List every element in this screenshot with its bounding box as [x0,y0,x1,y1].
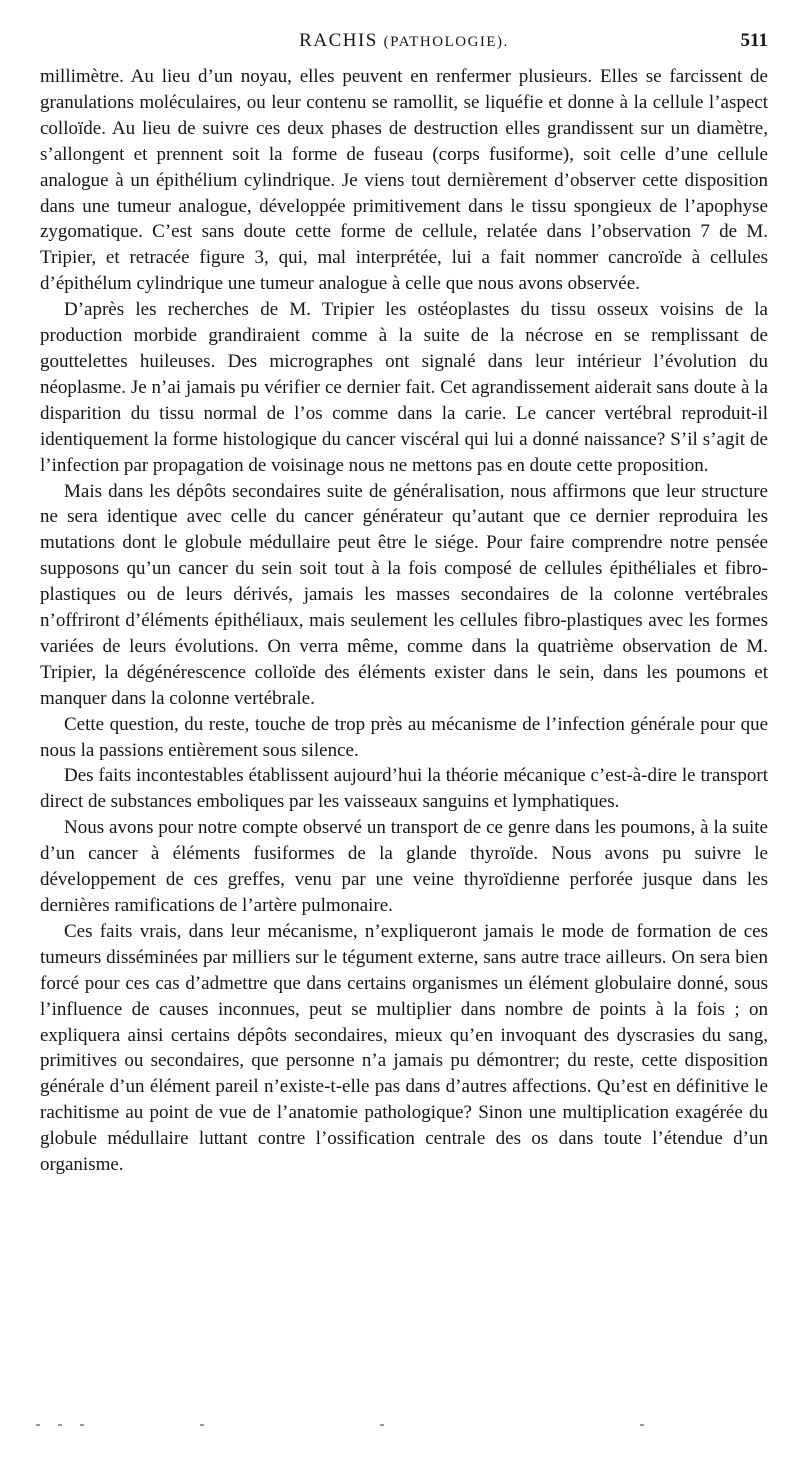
header-subtitle: (PATHOLOGIE). [383,34,509,50]
running-header [40,30,768,58]
header-title: RACHIS [299,30,378,51]
page-number: 511 [740,30,768,51]
paragraph: Mais dans les dépôts secondaires suite de généralisation, nous affirmons que leur structure ne sera identique avec celle du cancer générateur qu’autant que ce dernier reproduira les mutations dont le globule médullaire peut être le siége. Pour faire comprendre notre pensée supposons qu’un cancer du sein soit tout à la fois composé de cellules épithéliales et fibro-plastiques ou de leurs dérivés, jamais les masses secondaires de la colonne vertébrales n’offriront d’éléments épithéliaux, mais seulement les cellules fibro-plastiques avec les formes variées de leurs évolutions. On verra même, comme dans la quatrième observation de M. Tripier, la dégénérescence colloïde des éléments exister dans le sein, dans les poumons et manquer dans la colonne vertébrale. [40,480,768,709]
paragraph: millimètre. Au lieu d’un noyau, elles peuvent en renfermer plusieurs. Elles se farcissent de granulations moléculaires, ou leur contenu se ramollit, se liquéfie et donne à la cellule l’aspect colloïde. Au lieu de suivre ces deux phases de destruction elles grandissent sur un diamètre, s’allongent et prennent soit la forme de fuseau (corps fusiforme), soit celle d’une cellule analogue à un épithélium cylindrique. Je viens tout dernièrement d’observer cette disposition dans une tumeur analogue, développée primitivement dans le tissu spongieux de l’apophyse zygomatique. C’est sans doute cette forme de cellule, relatée dans l’observation 7 de M. Tripier, et retracée figure 3, qui, mal interprétée, lui a fait nommer cancroïde à cellules d’épithélum cylindrique une tumeur analogue à celle que nous avons observée. [40,66,768,295]
paragraph: Des faits incontestables établissent aujourd’hui la théorie mécanique c’est-à-dire le transport direct de substances emboliques par les vaisseaux sanguins et lymphatiques. [40,765,768,813]
paragraph: Nous avons pour notre compte observé un transport de ce genre dans les poumons, à la suite d’un cancer à éléments fusiformes de la glande thyroïde. Nous avons pu suivre le développement de ces greffes, venu par une veine thyroïdienne perforée jusque dans les dernières ramifications de l’artère pulmonaire. [40,817,768,916]
body-text [40,64,768,1178]
running-title [40,30,768,52]
print-specks [36,1424,736,1432]
paragraph: Ces faits vrais, dans leur mécanisme, n’expliqueront jamais le mode de formation de ces tumeurs disséminées par milliers sur le tégument externe, sans autre trace ailleurs. On sera bien forcé pour ces cas d’admettre que dans certains organismes un élément globulaire donné, sous l’influence de causes inconnues, peut se multiplier dans nombre de points à la fois ; on expliquera ainsi certains dépôts secondaires, mieux qu’en invoquant des dyscrasies du sang, primitives ou secondaires, que personne n’a jamais pu démontrer; du reste, cette disposition générale d’un élément pareil n’existe-t-elle pas dans d’autres affections. Qu’est en définitive le rachitisme au point de vue de l’anatomie pathologique? Sinon une multiplication exagérée du globule médullaire luttant contre l’ossification centrale des os dans toute l’étendue d’un organisme. [40,920,768,1176]
paragraph: Cette question, du reste, touche de trop près au mécanisme de l’infection générale pour que nous la passions entièrement sous silence. [40,713,768,761]
paragraph: D’après les recherches de M. Tripier les ostéoplastes du tissu osseux voisins de la production morbide grandiraient comme à la suite de la nécrose en se remplissant de gouttelettes huileuses. Des micrographes ont signalé dans leur intérieur l’évolution du néoplasme. Je n’ai jamais pu vérifier ce dernier fait. Cet agrandissement aiderait sans doute à la disparition du tissu normal de l’os comme dans la carie. Le cancer vertébral reproduit-il identiquement la forme histologique du cancer viscéral qui lui a donné naissance? S’il s’agit de l’infection par propagation de voisinage nous ne mettons pas en doute cette proposition. [40,299,768,476]
